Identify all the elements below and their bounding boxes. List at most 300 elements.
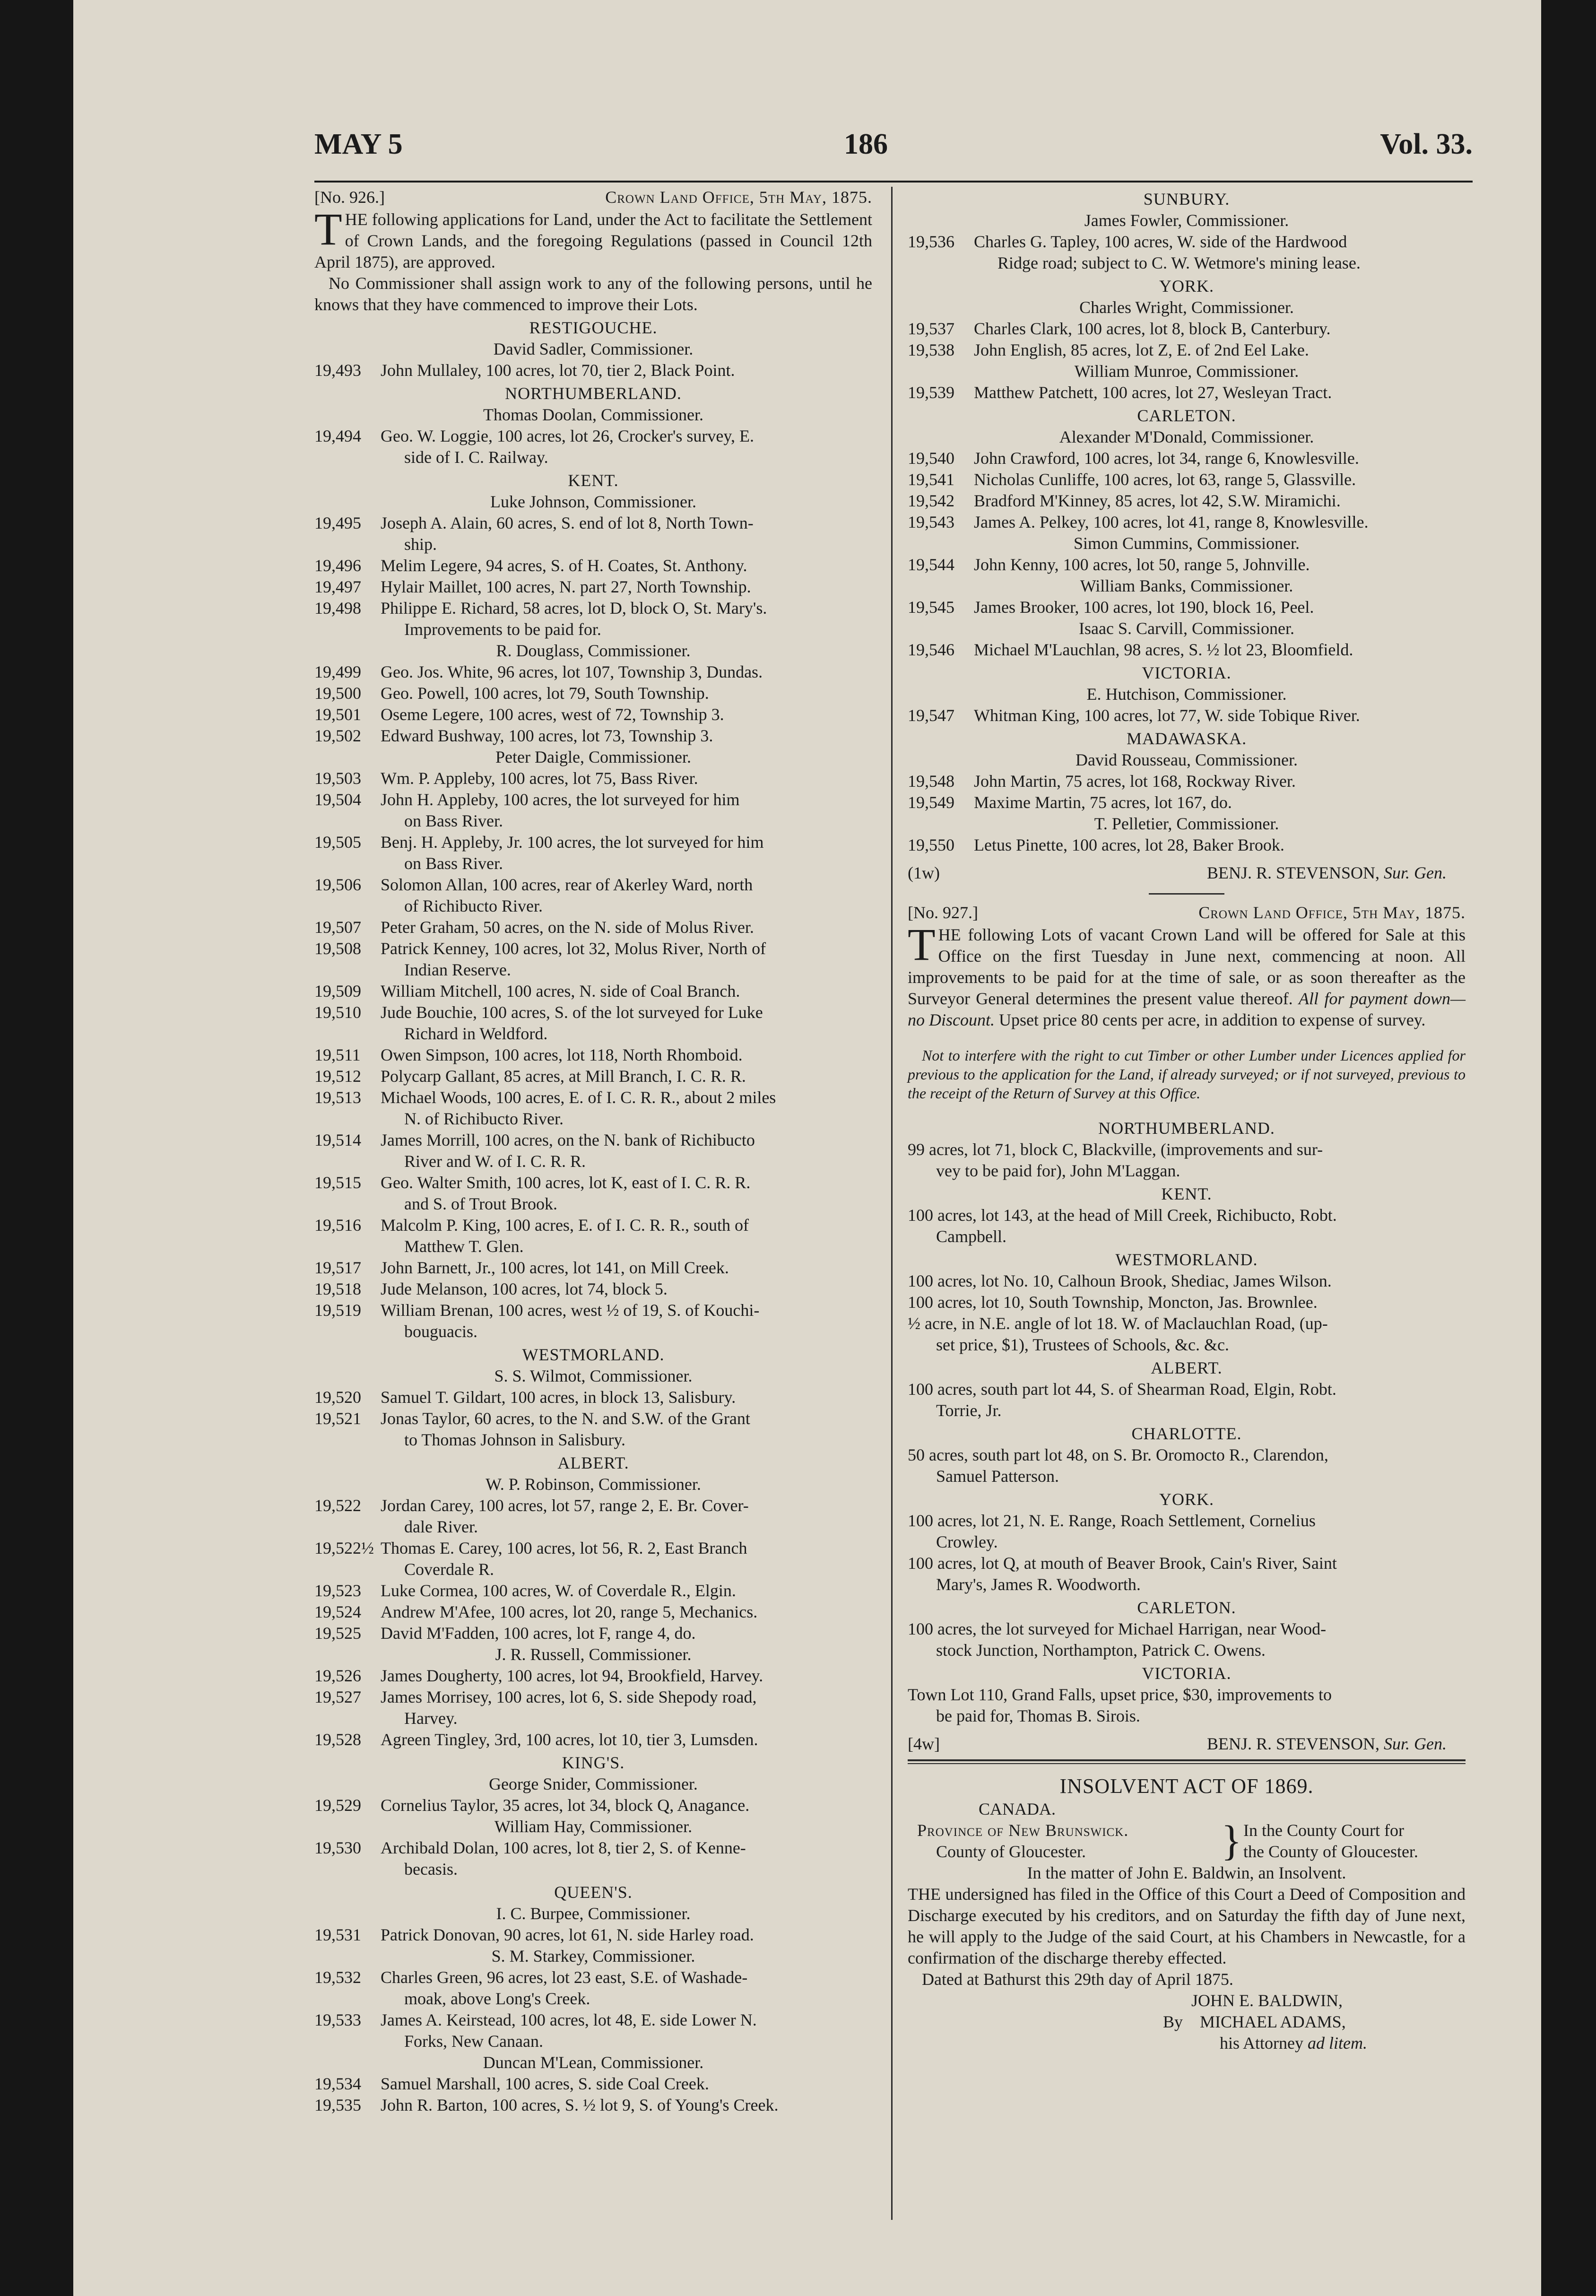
commissioner-line: David Rousseau, Commissioner. — [1076, 750, 1298, 769]
insolvent-attorney-latin: ad litem. — [1308, 2034, 1367, 2052]
notice-926-intro2: No Commissioner shall assign work to any of the following persons, until he knows that they have commenced to improve their Lots. — [314, 274, 872, 314]
commissioner-line: George Snider, Commissioner. — [489, 1774, 698, 1793]
application-text — [381, 874, 872, 917]
application-text-line: Michael Woods, 100 acres, E. of I. C. R. R., about 2 miles — [381, 1088, 776, 1107]
application-text-line: Cornelius Taylor, 35 acres, lot 34, block Q, Anagance. — [381, 1796, 750, 1815]
application-number: 19,502 — [314, 726, 361, 745]
sale-lot-text-cont: Torrie, Jr. — [936, 1401, 1002, 1420]
application-entry — [314, 1687, 872, 1729]
brace-glyph: } — [1221, 1818, 1242, 1864]
commissioner-line: R. Douglass, Commissioner. — [496, 641, 691, 660]
application-text — [381, 789, 872, 832]
application-text — [974, 339, 1466, 361]
application-entry — [908, 639, 1466, 661]
application-text-cont: Improvements to be paid for. — [404, 620, 601, 639]
application-number: 19,545 — [908, 598, 954, 617]
county-heading: ALBERT. — [557, 1453, 629, 1472]
application-text — [974, 382, 1466, 403]
commissioner-line: Duncan M'Lean, Commissioner. — [483, 2053, 704, 2072]
application-number: 19,535 — [314, 2096, 361, 2114]
application-text — [381, 917, 872, 938]
notice-927-intro-tail: Upset price 80 cents per acre, in addition to expense of survey. — [999, 1010, 1426, 1029]
application-text — [381, 1687, 872, 1729]
county-heading: NORTHUMBERLAND. — [1098, 1119, 1275, 1138]
sale-lot-text: 100 acres, lot 143, at the head of Mill Creek, Richibucto, Robt. — [908, 1206, 1337, 1225]
application-text — [381, 1066, 872, 1087]
application-entry — [314, 1408, 872, 1451]
application-text-line: Charles Clark, 100 acres, lot 8, block B, Canterbury. — [974, 319, 1331, 338]
notice-927-intro-italic: All for payment down—no Discount. — [908, 989, 1466, 1029]
notice-926-head — [314, 187, 872, 208]
application-entry — [908, 705, 1466, 726]
application-entry — [908, 597, 1466, 618]
application-entry — [908, 771, 1466, 792]
application-text-line: Jude Melanson, 100 acres, lot 74, block 5. — [381, 1279, 668, 1298]
application-text-line: Charles Green, 96 acres, lot 23 east, S.E. of Washade- — [381, 1968, 748, 1987]
insolvent-by: By — [1163, 2012, 1183, 2031]
insolvent-rule-thin — [908, 1763, 1466, 1764]
application-text — [381, 1130, 872, 1172]
application-entry — [314, 2095, 872, 2116]
application-entry — [314, 1066, 872, 1087]
application-entry — [314, 874, 872, 917]
application-entry — [314, 1257, 872, 1278]
notice-926-number: [No. 926.] — [314, 188, 385, 207]
application-text-cont: N. of Richibucto River. — [404, 1109, 564, 1128]
application-text — [381, 1408, 872, 1451]
sale-lot-entry — [908, 1444, 1466, 1487]
county-heading: CHARLOTTE. — [1131, 1424, 1242, 1443]
application-entry — [908, 382, 1466, 403]
sale-lot-text-cont: Samuel Patterson. — [936, 1467, 1059, 1486]
application-text — [381, 598, 872, 640]
application-text-line: Agreen Tingley, 3rd, 100 acres, lot 10, tier 3, Lumsden. — [381, 1730, 758, 1749]
notice-926-office: Crown Land Office, 5th May, 1875. — [605, 188, 872, 207]
application-text-line: Hylair Maillet, 100 acres, N. part 27, North Township. — [381, 577, 751, 596]
application-entry — [314, 555, 872, 576]
county-heading: WESTMORLAND. — [1115, 1250, 1258, 1269]
application-entry — [314, 1729, 872, 1750]
application-entry — [908, 339, 1466, 361]
sale-lot-entry — [908, 1139, 1466, 1182]
application-text-line: Letus Pinette, 100 acres, lot 28, Baker Brook. — [974, 835, 1284, 854]
commissioner-line: Thomas Doolan, Commissioner. — [483, 405, 703, 424]
application-entry — [314, 1924, 872, 1946]
application-text-cont: River and W. of I. C. R. R. — [404, 1152, 586, 1171]
application-number: 19,522½ — [314, 1539, 374, 1557]
application-text-line: Samuel Marshall, 100 acres, S. side Coal Creek. — [381, 2074, 709, 2093]
application-text — [381, 576, 872, 598]
sale-lot-text-cont: set price, $1), Trustees of Schools, &c. &c. — [936, 1335, 1229, 1354]
application-text-line: Bradford M'Kinney, 85 acres, lot 42, S.W. Miramichi. — [974, 491, 1341, 510]
sale-lot-text-cont: vey to be paid for), John M'Laggan. — [936, 1161, 1180, 1180]
application-number: 19,497 — [314, 577, 361, 596]
commissioner-line: William Hay, Commissioner. — [494, 1817, 693, 1836]
application-number: 19,507 — [314, 918, 361, 937]
application-number: 19,521 — [314, 1409, 361, 1428]
application-entry — [314, 1215, 872, 1257]
application-number: 19,518 — [314, 1279, 361, 1298]
sale-lot-text: 100 acres, lot No. 10, Calhoun Brook, Shediac, James Wilson. — [908, 1271, 1332, 1290]
sig-title-926: Sur. Gen. — [1384, 863, 1447, 882]
sale-sections — [908, 1118, 1466, 1727]
commissioner-line: Luke Johnson, Commissioner. — [490, 492, 696, 511]
county-heading: MADAWASKA. — [1126, 729, 1247, 748]
sale-lot-entry — [908, 1292, 1466, 1313]
sale-lot-entry — [908, 1379, 1466, 1421]
sig-name-927: BENJ. R. STEVENSON, — [1206, 1734, 1379, 1753]
county-heading: VICTORIA. — [1142, 1664, 1232, 1683]
page-edge-mark — [73, 307, 87, 340]
application-text-line: David M'Fadden, 100 acres, lot F, range 4, do. — [381, 1624, 696, 1643]
commissioner-line: William Banks, Commissioner. — [1080, 576, 1293, 595]
application-entry — [314, 576, 872, 598]
insolvent-attorney-role — [908, 2033, 1466, 2054]
application-entry — [908, 490, 1466, 512]
application-text-line: Patrick Kenney, 100 acres, lot 32, Molus River, North of — [381, 939, 766, 958]
insolvent-province: Province of New Brunswick. — [917, 1821, 1129, 1840]
county-heading: NORTHUMBERLAND. — [505, 384, 682, 403]
application-text — [381, 1215, 872, 1257]
application-number: 19,498 — [314, 599, 361, 617]
application-number: 19,523 — [314, 1581, 361, 1600]
commissioner-line: Alexander M'Donald, Commissioner. — [1059, 427, 1314, 446]
application-entry — [314, 2073, 872, 2095]
notice-927-note: Not to interfere with the right to cut Timber or other Lumber under Licences applied for previous to the application for the Land, if already surveyed; or if not surveyed, previous to the receipt of the Return of Survey at this Office. — [908, 1047, 1466, 1102]
notice-927-signature — [908, 1733, 1466, 1755]
sale-lot-text-cont: Campbell. — [936, 1227, 1006, 1246]
insolvent-court-line1: In the County Court for — [1243, 1821, 1404, 1840]
application-entry — [908, 835, 1466, 856]
application-entry — [314, 1044, 872, 1066]
application-entry — [314, 1795, 872, 1816]
application-text — [974, 318, 1466, 339]
commissioner-line: I. C. Burpee, Commissioner. — [496, 1904, 691, 1923]
application-entry — [314, 426, 872, 468]
application-text-cont: becasis. — [404, 1860, 458, 1879]
commissioner-line: E. Hutchison, Commissioner. — [1086, 685, 1287, 704]
application-number: 19,503 — [314, 769, 361, 788]
commissioner-line: T. Pelletier, Commissioner. — [1094, 814, 1279, 833]
application-text-line: John English, 85 acres, lot Z, E. of 2nd Eel Lake. — [974, 340, 1309, 359]
application-text-line: Maxime Martin, 75 acres, lot 167, do. — [974, 793, 1232, 812]
application-number: 19,504 — [314, 790, 361, 809]
application-number: 19,527 — [314, 1687, 361, 1706]
insolvent-canada: CANADA. — [979, 1800, 1056, 1818]
application-entry — [314, 832, 872, 874]
application-entry — [314, 360, 872, 381]
insolvent-body: THE undersigned has filed in the Office of this Court a Deed of Composition and Discharge executed by his creditors, and on Saturday the fifth day of June next, he will apply to the Judge of the said Court, at his Chambers in Newcastle, for a confirmation of the discharge thereby effected. — [908, 1885, 1466, 1967]
application-text — [974, 512, 1466, 533]
application-text — [381, 1580, 872, 1601]
commissioner-line: William Munroe, Commissioner. — [1074, 362, 1299, 381]
page-number: 186 — [844, 128, 888, 160]
application-text — [381, 1729, 872, 1750]
commissioner-line: S. M. Starkey, Commissioner. — [491, 1947, 695, 1966]
application-number: 19,506 — [314, 875, 361, 894]
application-text-cont: Ridge road; subject to C. W. Wetmore's mining lease. — [998, 253, 1361, 272]
application-entry — [908, 318, 1466, 339]
application-entry — [314, 1278, 872, 1300]
application-number: 19,550 — [908, 835, 954, 854]
application-text-line: Geo. Powell, 100 acres, lot 79, South Township. — [381, 684, 709, 703]
application-text — [974, 554, 1466, 575]
application-text-line: Patrick Donovan, 90 acres, lot 61, N. side Harley road. — [381, 1925, 754, 1944]
sale-lot-text: 100 acres, lot Q, at mouth of Beaver Brook, Cain's River, Saint — [908, 1554, 1337, 1573]
notice-927-office: Crown Land Office, 5th May, 1875. — [1198, 903, 1466, 922]
application-text-line: Samuel T. Gildart, 100 acres, in block 13, Salisbury. — [381, 1388, 736, 1407]
county-heading: VICTORIA. — [1142, 663, 1232, 682]
application-number: 19,531 — [314, 1925, 361, 1944]
application-number: 19,548 — [908, 772, 954, 791]
application-entry — [314, 1387, 872, 1408]
application-number: 19,534 — [314, 2074, 361, 2093]
application-text — [974, 469, 1466, 490]
sale-lot-text: 99 acres, lot 71, block C, Blackville, (improvements and sur- — [908, 1140, 1323, 1159]
sale-lot-text-cont: stock Junction, Northampton, Patrick C. Owens. — [936, 1641, 1266, 1660]
insolvent-attorney-role-text: his Attorney — [1220, 2034, 1303, 2052]
application-entry — [314, 1601, 872, 1623]
sale-lot-text: 100 acres, the lot surveyed for Michael Harrigan, near Wood- — [908, 1619, 1327, 1638]
separator-rule — [1149, 893, 1224, 895]
insolvent-dated: Dated at Bathurst this 29th day of April 1875. — [922, 1970, 1233, 1989]
county-heading: ALBERT. — [1151, 1358, 1223, 1377]
application-entry — [314, 598, 872, 640]
application-text-line: William Brenan, 100 acres, west ½ of 19, S. of Kouchi- — [381, 1301, 760, 1320]
application-entry — [314, 1967, 872, 2009]
commissioner-line: Simon Cummins, Commissioner. — [1073, 534, 1300, 553]
application-text-line: Edward Bushway, 100 acres, lot 73, Township 3. — [381, 726, 713, 745]
application-number: 19,494 — [314, 426, 361, 445]
application-number: 19,512 — [314, 1067, 361, 1086]
left-sections — [314, 317, 872, 2116]
column-divider — [891, 187, 893, 2220]
application-text-line: Solomon Allan, 100 acres, rear of Akerley Ward, north — [381, 875, 753, 894]
application-text-cont: on Bass River. — [404, 854, 503, 873]
commissioner-line: Isaac S. Carvill, Commissioner. — [1079, 619, 1294, 638]
application-text — [974, 705, 1466, 726]
application-text-line: James Morrisey, 100 acres, lot 6, S. side Shepody road, — [381, 1687, 757, 1706]
application-text-line: Joseph A. Alain, 60 acres, S. end of lot 8, North Town- — [381, 513, 754, 532]
application-text — [381, 555, 872, 576]
insolvent-rule-thick — [908, 1759, 1466, 1761]
application-number: 19,539 — [908, 383, 954, 402]
application-entry — [314, 513, 872, 555]
gazette-page — [73, 0, 1541, 2296]
application-text — [381, 2095, 872, 2116]
insolvent-signer: JOHN E. BALDWIN, — [1191, 1991, 1343, 2010]
sale-lot-text: 100 acres, lot 21, N. E. Range, Roach Settlement, Cornelius — [908, 1511, 1316, 1530]
application-text — [381, 2073, 872, 2095]
application-number: 19,526 — [314, 1666, 361, 1685]
application-text — [381, 661, 872, 683]
application-entry — [314, 1580, 872, 1601]
left-column — [314, 187, 872, 2116]
application-entry — [314, 1130, 872, 1172]
application-text-cont: moak, above Long's Creek. — [404, 1989, 590, 2008]
county-heading: KING'S. — [562, 1753, 625, 1772]
application-number: 19,496 — [314, 556, 361, 575]
sig-title-927: Sur. Gen. — [1384, 1734, 1447, 1753]
application-entry — [314, 704, 872, 725]
application-text-line: Peter Graham, 50 acres, on the N. side of Molus River. — [381, 918, 754, 937]
application-number: 19,549 — [908, 793, 954, 812]
sale-lot-entry — [908, 1205, 1466, 1247]
application-text-line: Michael M'Lauchlan, 98 acres, S. ½ lot 23, Bloomfield. — [974, 640, 1353, 659]
application-text-line: William Mitchell, 100 acres, N. side of Coal Branch. — [381, 982, 740, 1000]
application-number: 19,513 — [314, 1088, 361, 1107]
application-text-cont: Indian Reserve. — [404, 960, 511, 979]
application-text-cont: side of I. C. Railway. — [404, 448, 548, 467]
application-text — [381, 1495, 872, 1538]
insolvent-attorney-line — [908, 2011, 1466, 2033]
commissioner-line: James Fowler, Commissioner. — [1084, 211, 1289, 230]
application-entry — [314, 768, 872, 789]
application-number: 19,495 — [314, 513, 361, 532]
application-text-line: James Dougherty, 100 acres, lot 94, Brookfield, Harvey. — [381, 1666, 763, 1685]
application-text-line: John Martin, 75 acres, lot 168, Rockway River. — [974, 772, 1296, 791]
application-text — [381, 768, 872, 789]
application-entry — [314, 661, 872, 683]
right-column — [908, 187, 1466, 2054]
application-entry — [314, 1623, 872, 1644]
application-number: 19,541 — [908, 470, 954, 489]
application-text-cont: dale River. — [404, 1517, 478, 1536]
application-text-line: Geo. W. Loggie, 100 acres, lot 26, Crocker's survey, E. — [381, 426, 754, 445]
application-text-line: Owen Simpson, 100 acres, lot 118, North Rhomboid. — [381, 1045, 743, 1064]
county-heading: WESTMORLAND. — [522, 1345, 665, 1364]
county-heading: CARLETON. — [1137, 1598, 1236, 1617]
application-text-cont: Forks, New Canaan. — [404, 2032, 543, 2051]
application-text-line: Oseme Legere, 100 acres, west of 72, Township 3. — [381, 705, 724, 724]
application-text — [381, 1967, 872, 2009]
application-number: 19,519 — [314, 1301, 361, 1320]
application-text-cont: and S. of Trout Brook. — [404, 1194, 558, 1213]
application-number: 19,493 — [314, 361, 361, 380]
application-number: 19,547 — [908, 706, 954, 725]
county-heading: YORK. — [1159, 1490, 1214, 1509]
application-text-line: John H. Appleby, 100 acres, the lot surveyed for him — [381, 790, 740, 809]
application-entry — [314, 1087, 872, 1130]
application-text-cont: on Bass River. — [404, 811, 503, 830]
application-text — [381, 938, 872, 981]
application-text-cont: to Thomas Johnson in Salisbury. — [404, 1430, 626, 1449]
application-text — [381, 1665, 872, 1687]
application-text-line: Nicholas Cunliffe, 100 acres, lot 63, range 5, Glassville. — [974, 470, 1356, 489]
application-text — [974, 448, 1466, 469]
application-number: 19,524 — [314, 1602, 361, 1621]
sale-lot-text: Town Lot 110, Grand Falls, upset price, $30, improvements to — [908, 1685, 1332, 1704]
application-text-line: Luke Cormea, 100 acres, W. of Coverdale R., Elgin. — [381, 1581, 736, 1600]
application-text-line: Andrew M'Afee, 100 acres, lot 20, range 5, Mechanics. — [381, 1602, 758, 1621]
county-heading: KENT. — [1161, 1184, 1212, 1203]
application-text — [381, 832, 872, 874]
application-text — [974, 835, 1466, 856]
commissioner-line: David Sadler, Commissioner. — [493, 339, 694, 358]
commissioner-line: W. P. Robinson, Commissioner. — [486, 1475, 701, 1494]
application-text — [974, 792, 1466, 813]
application-number: 19,517 — [314, 1258, 361, 1277]
insolvent-province-block — [908, 1820, 1220, 1862]
notice-927-head — [908, 902, 1466, 923]
application-number: 19,532 — [314, 1968, 361, 1987]
application-text-cont: Matthew T. Glen. — [404, 1237, 524, 1256]
application-entry — [314, 917, 872, 938]
application-number: 19,500 — [314, 684, 361, 703]
application-text — [381, 2009, 872, 2052]
application-number: 19,508 — [314, 939, 361, 958]
application-text — [381, 360, 872, 381]
application-number: 19,542 — [908, 491, 954, 510]
application-number: 19,546 — [908, 640, 954, 659]
application-text-line: Jordan Carey, 100 acres, lot 57, range 2, E. Br. Cover- — [381, 1496, 749, 1515]
application-number: 19,510 — [314, 1003, 361, 1022]
application-number: 19,511 — [314, 1045, 361, 1064]
notice-926-signature — [908, 862, 1466, 884]
notice-927-intro — [908, 919, 1466, 1031]
application-text-line: John Crawford, 100 acres, lot 34, range 6, Knowlesville. — [974, 449, 1359, 468]
application-number: 19,515 — [314, 1173, 361, 1192]
application-text-cont: ship. — [404, 535, 437, 554]
application-text-line: Archibald Dolan, 100 acres, lot 8, tier 2, S. of Kenne- — [381, 1838, 746, 1857]
application-text — [381, 1623, 872, 1644]
insolvent-title: INSOLVENT ACT OF 1869. — [1059, 1774, 1314, 1798]
notice-927-intro-text: THE following Lots of vacant Crown Land will be offered for Sale at this Office on the first Tuesday in June next, commencing at noon. All improvements to be paid for at the time of sale, or as soon thereafter as the Surveyor General determines the present value thereof. — [908, 919, 1466, 1008]
application-number: 19,525 — [314, 1624, 361, 1643]
application-text — [381, 1044, 872, 1066]
insolvent-jurisdiction — [908, 1820, 1466, 1862]
application-number: 19,509 — [314, 982, 361, 1000]
application-entry — [314, 1300, 872, 1342]
application-entry — [314, 2009, 872, 2052]
application-text — [381, 1387, 872, 1408]
application-text — [381, 1087, 872, 1130]
county-heading: YORK. — [1159, 277, 1214, 296]
application-number: 19,528 — [314, 1730, 361, 1749]
insolvent-court-line2: the County of Gloucester. — [1243, 1842, 1418, 1861]
application-entry — [314, 981, 872, 1002]
columns — [314, 187, 1473, 2220]
application-number: 19,529 — [314, 1796, 361, 1815]
sale-lot-entry — [908, 1313, 1466, 1356]
page-content — [314, 128, 1473, 2114]
application-number: 19,501 — [314, 705, 361, 724]
application-text-cont: Richard in Weldford. — [404, 1024, 548, 1043]
application-text-cont: Coverdale R. — [404, 1560, 494, 1579]
application-text-line: Polycarp Gallant, 85 acres, at Mill Branch, I. C. R. R. — [381, 1067, 746, 1086]
application-number: 19,540 — [908, 449, 954, 468]
page-header — [314, 128, 1473, 180]
application-text — [381, 1924, 872, 1946]
insolvent-matter: In the matter of John E. Baldwin, an Insolvent. — [1027, 1863, 1346, 1882]
application-text-line: Geo. Walter Smith, 100 acres, lot K, east of I. C. R. R. — [381, 1173, 751, 1192]
application-number: 19,536 — [908, 232, 954, 251]
notice-926-intro: THE following applications for Land, under the Act to facilitate the Settlement of Crown Lands, and the foregoing Regulations (passed in Council 12th April 1875), are approved. — [314, 204, 872, 271]
application-number: 19,505 — [314, 833, 361, 852]
application-text-line: Geo. Jos. White, 96 acres, lot 107, Township 3, Dundas. — [381, 662, 763, 681]
insolvent-county: County of Gloucester. — [936, 1842, 1086, 1861]
sale-lot-text-cont: Crowley. — [936, 1532, 998, 1551]
application-entry — [314, 1538, 872, 1580]
application-text — [381, 1795, 872, 1816]
application-text — [381, 1172, 872, 1215]
application-entry — [908, 512, 1466, 533]
header-rule — [314, 181, 1473, 183]
application-text-line: John R. Barton, 100 acres, S. ½ lot 9, S. of Young's Creek. — [381, 2096, 779, 2114]
header-date: MAY 5 — [314, 128, 403, 160]
application-entry — [314, 1837, 872, 1880]
commissioner-line: J. R. Russell, Commissioner. — [495, 1645, 692, 1664]
